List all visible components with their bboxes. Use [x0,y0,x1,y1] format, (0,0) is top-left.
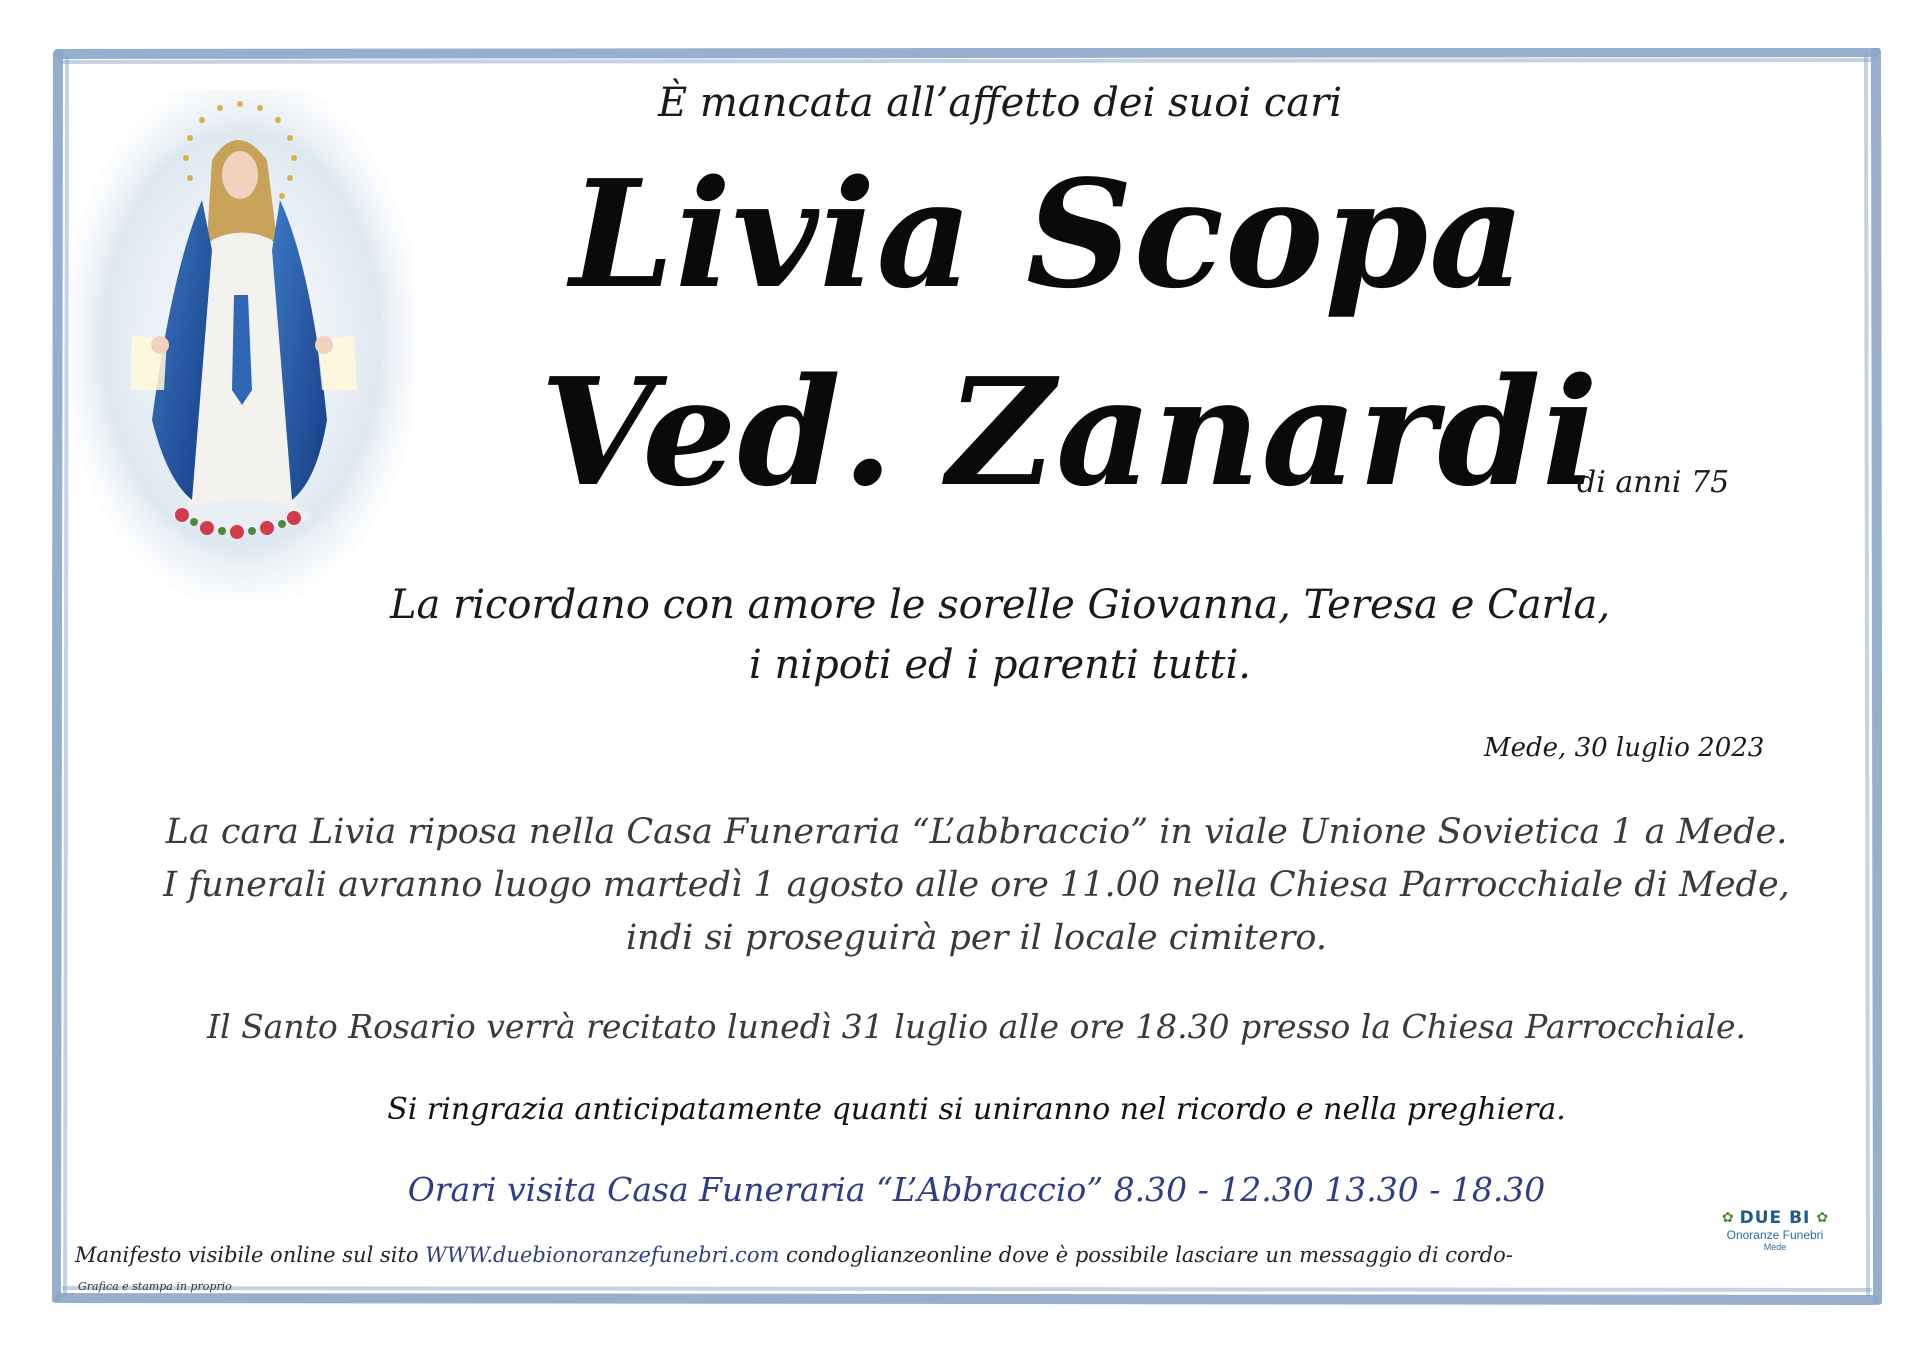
logo-name: DUE BI [1739,1208,1811,1228]
funeral-home-logo [1700,1208,1850,1280]
age-label: di anni 75 [1577,465,1730,500]
logo-subtitle: Onoranze Funebri [1726,1228,1824,1242]
family-line-2: i nipoti ed i parenti tutti. [749,642,1251,688]
flower-icon: ✿ [1721,1210,1734,1226]
website-link[interactable]: WWW.duebionoranzefunebri.com [425,1243,780,1267]
flower-icon: ✿ [1816,1210,1829,1226]
place-date: Mede, 30 luglio 2023 [1484,733,1765,763]
details-line-3: indi si proseguirà per il locale cimitero. [625,918,1327,958]
print-credit: Grafica e stampa in proprio [78,1280,232,1293]
thanks-text: Si ringrazia anticipatamente quanti si uniranno nel ricordo e nella preghiera. [387,1092,1566,1127]
deceased-married-name: Ved. Zanardi [540,345,1600,519]
family-line-1: La ricordano con amore le sorelle Giovanna, Teresa e Carla, [389,582,1611,628]
details-line-1: La cara Livia riposa nella Casa Funeraria “L’abbraccio” in viale Unione Sovietica 1 a Mede. [165,812,1788,852]
rosario-text: Il Santo Rosario verrà recitato lunedì 31 luglio alle ore 18.30 presso la Chiesa Parrocchiale. [207,1007,1746,1046]
footer-suffix: condoglianzeonline dove è possibile lasciare un messaggio di cordo- [779,1243,1513,1267]
visiting-hours: Orari visita Casa Funeraria “L’Abbraccio” 8.30 - 12.30 13.30 - 18.30 [407,1170,1546,1209]
details-line-2: I funerali avranno luogo martedì 1 agosto alle ore 11.00 nella Chiesa Parrocchiale di Mede, [163,865,1790,905]
madonna-image [72,90,412,600]
footer-note [75,1243,1513,1267]
logo-row [1700,1208,1850,1228]
footer-prefix: Manifesto visibile online sul sito [75,1243,426,1267]
intro-text: È mancata all’affetto dei suoi cari [657,80,1343,126]
deceased-name: Livia Scopa [570,147,1527,321]
logo-city: Mede [1763,1242,1787,1252]
